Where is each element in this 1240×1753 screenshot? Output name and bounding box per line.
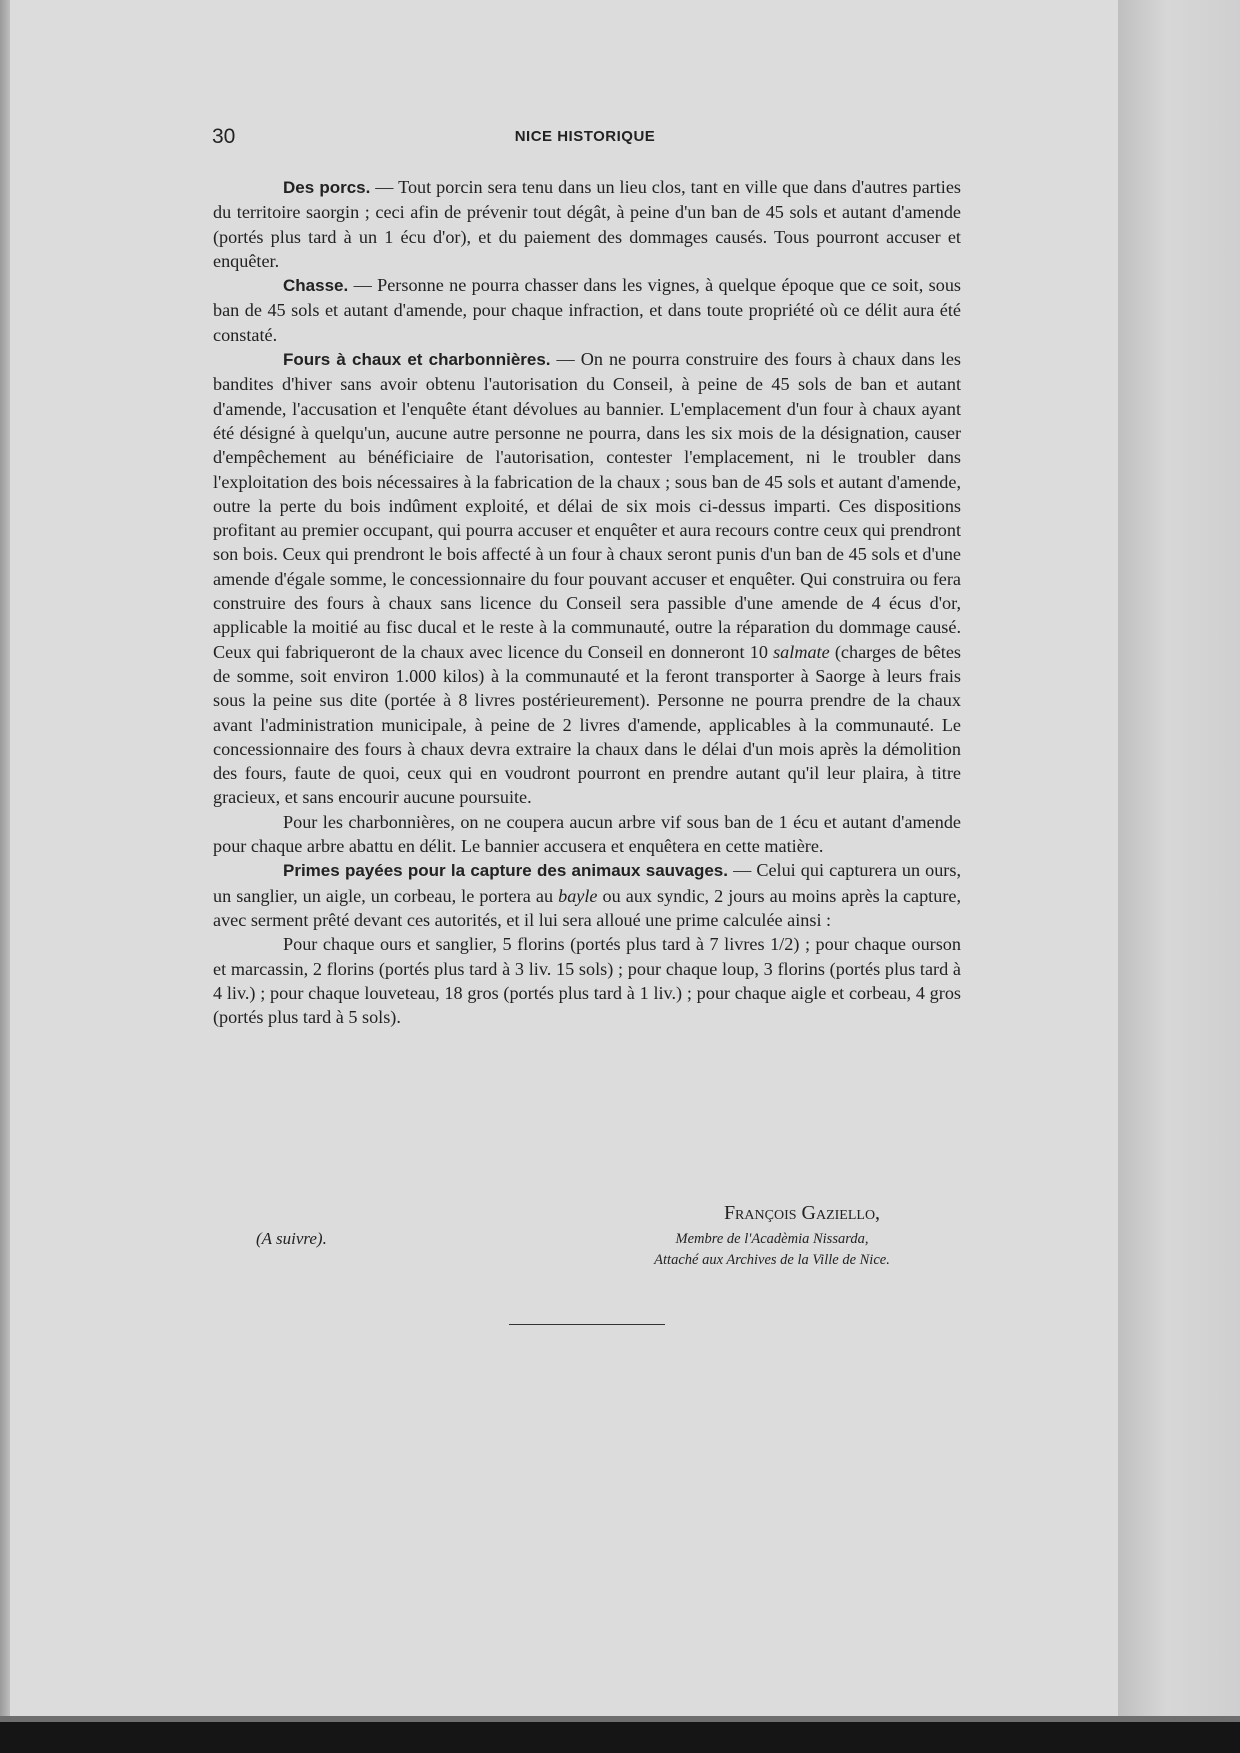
paragraph-text: — On ne pourra construire des fours à chaux dans les bandites d'hiver sans avoir obtenu l'autorisation du Conseil, à peine de 45 sols de ban et autant d'amende, l'accusation et l'enquête étant dévolues au bannier. L'emplacement d'un four à chaux ayant été désigné à quelqu'un, aucune autre personne ne pourra, dans les six mois de la désignation, causer d'empêchement au bénéficiaire de l'autorisation, contester l'emplacement, ni le troubler dans l'exploitation des bois nécessaires à la fabrication de la chaux ; sous ban de 45 sols et autant d'amende, outre la perte du bois indûment exploité, et délai de six mois ci-dessus imparti. Ces dispositions profitant au premier occupant, qui pourra accuser et enquêter et aura recours contre ceux qui prendront son bois. Ceux qui prendront le bois affecté à un four à chaux seront punis d'un ban de 45 sols et d'une amende d'égale somme, le concessionnaire du four pouvant accuser et enquêter. Qui construira ou fera construire des fours à chaux sans licence du Conseil sera passible d'une amende de 4 écus d'or, applicable la moitié au fisc ducal et le reste à la communauté, outre la réparation du dommage causé. Ceux qui fabriqueront de la chaux avec licence du Conseil en donneront 10 bbox=[213, 349, 961, 662]
running-head bbox=[212, 125, 958, 155]
journal-title: NICE HISTORIQUE bbox=[514, 128, 656, 145]
paragraph-text: — Celui qui capturera un ours, un sanglier, un aigle, un corbeau, le portera au bbox=[213, 860, 961, 906]
paragraph-primes bbox=[213, 858, 961, 932]
end-rule bbox=[509, 1324, 665, 1325]
author-affiliation: Attaché aux Archives de la Ville de Nice. bbox=[654, 1252, 890, 1268]
section-heading: Des porcs. bbox=[283, 178, 371, 197]
paragraph-text: — Personne ne pourra chasser dans les vignes, à quelque époque que ce soit, sous ban de 45 sols et autant d'amende, pour chaque infraction, et dans toute propriété où ce délit aura été constaté. bbox=[213, 275, 961, 345]
article-body bbox=[213, 175, 961, 1029]
paragraph-text: ou aux syndic, 2 jours au moins après la capture, avec serment prêté devant ces autorités, et il lui sera alloué une prime calculée ainsi : bbox=[213, 885, 962, 930]
paragraph-des-porcs bbox=[213, 175, 961, 273]
page-number: 30 bbox=[212, 125, 236, 148]
italic-term: salmate bbox=[773, 641, 830, 662]
author-name: François Gaziello, bbox=[723, 1202, 881, 1224]
italic-term: bayle bbox=[558, 885, 598, 906]
section-heading: Chasse. bbox=[283, 276, 349, 296]
paragraph-charbonnieres bbox=[213, 810, 961, 859]
paragraph-text: Pour chaque ours et sanglier, 5 florins (portés plus tard à 7 livres 1/2) ; pour chaque ourson et marcassin, 2 florins (portés plus tard à 3 liv. 15 sols) ; pour chaque loup, 3 florins (portés plus tard à 4 liv.) ; pour chaque louveteau, 18 gros (portés plus tard à 1 liv.) ; pour chaque aigle et corbeau, 4 gros (portés plus tard à 5 sols). bbox=[213, 934, 961, 1028]
scan-bottom-shadow bbox=[0, 1722, 1240, 1753]
paragraph-text: — Tout porcin sera tenu dans un lieu clos, tant en ville que dans d'autres parties du territoire saorgin ; ceci afin de prévenir tout dégât, à peine d'un ban de 45 sols et autant d'amende (portés plus tard à un 1 écu d'or), et du paiement des dommages causés. Tous pourront accuser et enquêter. bbox=[213, 177, 961, 271]
signature-block bbox=[212, 1202, 972, 1282]
author-affiliation: Membre de l'Acadèmia Nissarda, bbox=[675, 1231, 869, 1247]
scan-right-margin bbox=[1118, 0, 1240, 1720]
paragraph-text: (charges de bêtes de somme, soit environ 1.000 kilos) à la communauté et la feront transporter à Saorge à leurs frais sous la peine sus dite (portée à 8 livres postérieurement). Personne ne pourra prendre de la chaux avant l'administration municipale, à peine de 2 livres d'amende, applicables à la communauté. Le concessionnaire des fours à chaux devra extraire la chaux dans le délai d'un mois après la démolition des fours, faute de quoi, ceux qui en voudront pourront en prendre autant qu'il leur plaira, à titre gracieux, et sans encourir aucune poursuite. bbox=[213, 641, 961, 808]
paragraph-fours-a-chaux bbox=[213, 347, 961, 810]
paragraph-text: Pour les charbonnières, on ne coupera aucun arbre vif sous ban de 1 écu et autant d'amende pour chaque arbre abattu en délit. Le bannier accusera et enquêtera en cette matière. bbox=[213, 811, 961, 857]
paragraph-prime-amounts bbox=[213, 932, 961, 1029]
to-be-continued: (A suivre). bbox=[256, 1229, 327, 1248]
section-heading: Primes payées pour la capture des animaux sauvages. bbox=[283, 861, 728, 881]
paragraph-chasse bbox=[213, 273, 961, 347]
section-heading: Fours à chaux et charbonnières. bbox=[283, 350, 551, 370]
